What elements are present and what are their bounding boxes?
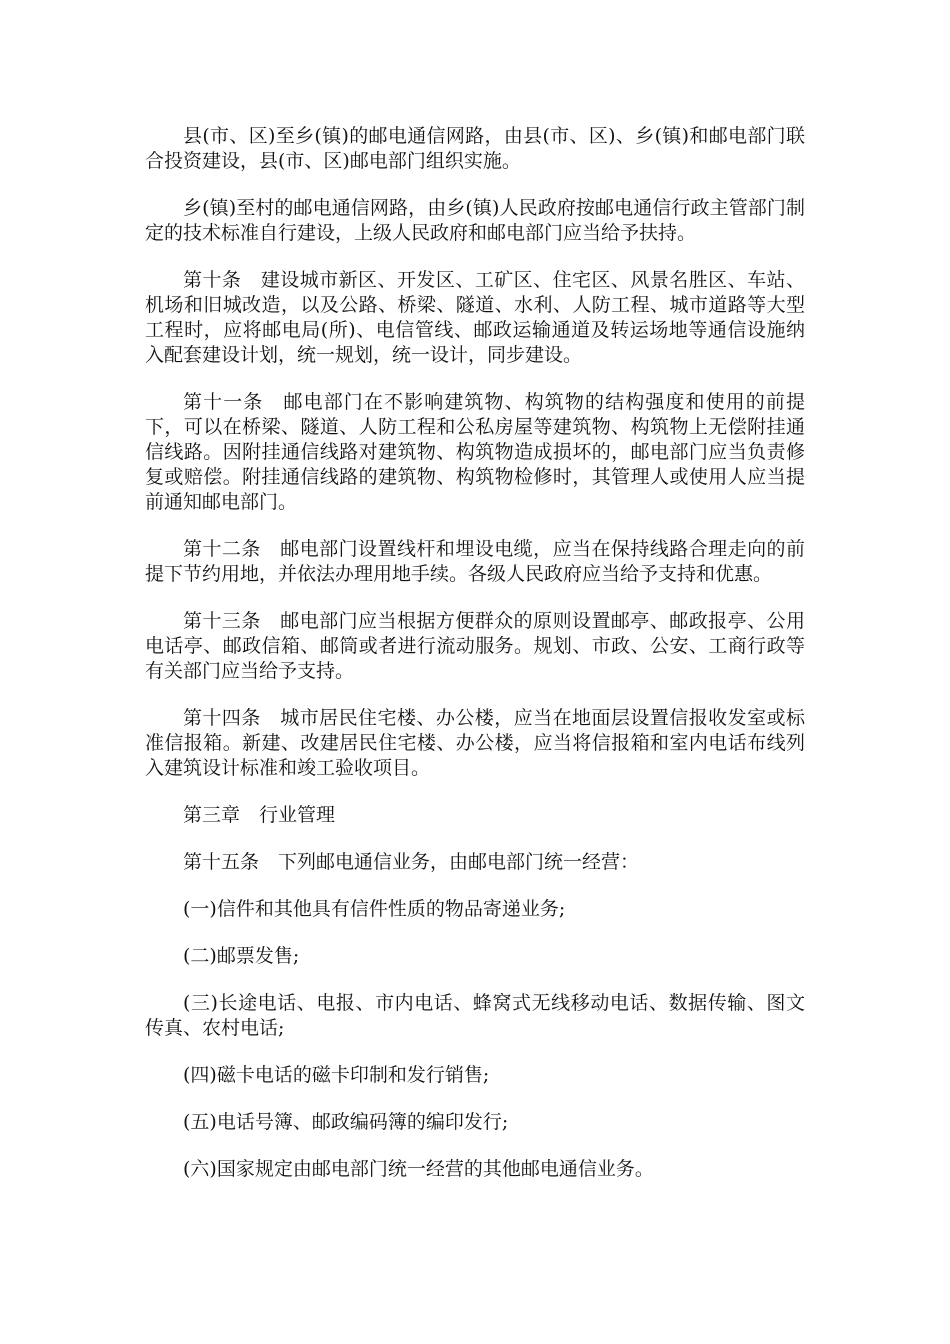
paragraph-county-network: 县(市、区)至乡(镇)的邮电通信网路，由县(市、区)、乡(镇)和邮电部门联合投资建设，县(市、区)邮电部门组织实施。 <box>145 125 805 172</box>
article-14: 第十四条 城市居民住宅楼、办公楼，应当在地面层设置信报收发室或标准信报箱。新建、改建居民住宅楼、办公楼，应当将信报箱和室内电话布线列入建筑设计标准和竣工验收项目。 <box>145 707 805 779</box>
article-12: 第十二条 邮电部门设置线杆和埋设电缆，应当在保持线路合理走向的前提下节约用地，并依法办理用地手续。各级人民政府应当给予支持和优惠。 <box>145 538 805 585</box>
list-item-5: (五)电话号簿、邮政编码簿的编印发行; <box>183 1111 509 1133</box>
paragraph-township-network: 乡(镇)至村的邮电通信网路，由乡(镇)人民政府按邮电通信行政主管部门制定的技术标准自行建设，上级人民政府和邮电部门应当给予扶持。 <box>145 197 805 244</box>
article-15: 第十五条 下列邮电通信业务，由邮电部门统一经营： <box>183 851 640 873</box>
list-item-1: (一)信件和其他具有信件性质的物品寄递业务; <box>183 898 566 920</box>
list-item-3: (三)长途电话、电报、市内电话、蜂窝式无线移动电话、数据传输、图文传真、农村电话; <box>145 992 805 1039</box>
document-body <box>145 124 805 1204</box>
list-item-6: (六)国家规定由邮电部门统一经营的其他邮电通信业务。 <box>183 1158 654 1180</box>
article-13: 第十三条 邮电部门应当根据方便群众的原则设置邮亭、邮政报亭、公用电话亭、邮政信箱、邮筒或者进行流动服务。规划、市政、公安、工商行政等有关部门应当给予支持。 <box>145 610 805 682</box>
article-11: 第十一条 邮电部门在不影响建筑物、构筑物的结构强度和使用的前提下，可以在桥梁、隧道、人防工程和公私房屋等建筑物、构筑物上无偿附挂通信线路。因附挂通信线路对建筑物、构筑物造成损坏的，邮电部门应当负责修复或赔偿。附挂通信线路的建筑物、构筑物检修时，其管理人或使用人应当提前通知邮电部门。 <box>145 391 805 513</box>
chapter-3-heading: 第三章 行业管理 <box>183 804 336 826</box>
article-10: 第十条 建设城市新区、开发区、工矿区、住宅区、风景名胜区、车站、机场和旧城改造，以及公路、桥梁、隧道、水利、人防工程、城市道路等大型工程时，应将邮电局(所)、电信管线、邮政运输通道及转运场地等通信设施纳入配套建设计划，统一规划，统一设计，同步建设。 <box>145 269 805 366</box>
list-item-2: (二)邮票发售; <box>183 945 300 967</box>
list-item-4: (四)磁卡电话的磁卡印制和发行销售; <box>183 1064 490 1086</box>
